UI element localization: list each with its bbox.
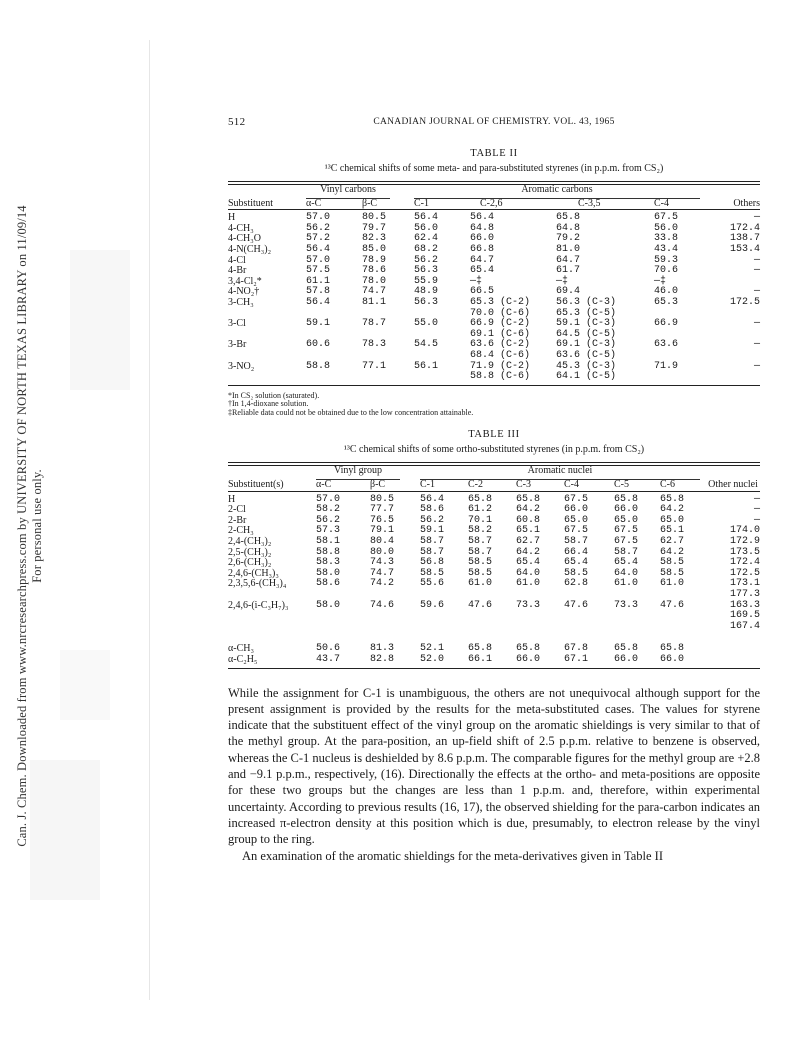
table-cell: 67.5 xyxy=(564,493,589,505)
table-cell: 55.0 xyxy=(414,318,439,330)
table-cell: 65.8 xyxy=(660,643,685,655)
table-cell: 67.5 xyxy=(654,212,679,224)
table-cell: 43.7 xyxy=(316,653,341,665)
table-cell: 76.5 xyxy=(370,514,395,526)
table2-group-header xyxy=(228,185,760,199)
table-cell: 78.3 xyxy=(362,339,387,351)
table-row xyxy=(228,492,760,506)
paragraph: While the assignment for C-1 is unambiguous, the others are not unequivocal although support for the present assignment is provided by the results for the meta-substituted cases. The values for styrene indicate that the substituent effect of the vinyl group on the aromatic shieldings is very similar to that of the methyl group. At the para-position, an up-field shift of 2.5 p.p.m. relative to benzene is observed, whereas the C-1 nucleus is deshielded by 8.6 p.p.m. The comparable figures for the methyl group are +2.8 and −9.1 p.p.m., respectively, (16). Directionally the effects at the ortho- and meta-positions are opposite for these two groups but the changes are less than 1 p.p.m. and, therefore, within experimental uncertainty. According to previous results (16, 17), the observed shielding for the para-carbon indicates an increased π-electron density at this position which is due, presumably, to electron release by the vinyl group to the ring. xyxy=(228,685,760,847)
table-cell: 80.5 xyxy=(362,212,387,224)
table-cell: 70.1 xyxy=(468,514,493,526)
table3-bottom-rule xyxy=(228,668,760,669)
table2-col-header: Others xyxy=(733,197,760,209)
table-cell: 58.2 xyxy=(468,525,493,537)
table-cell: 56.2 xyxy=(306,222,331,234)
table-cell: 56.0 xyxy=(654,222,679,234)
table-cell: 58.5 xyxy=(468,557,493,569)
table-cell: 66.9 xyxy=(654,318,679,330)
table-cell: 82.3 xyxy=(362,233,387,245)
table-cell: 73.3 xyxy=(516,599,541,611)
table-cell: 67.5 xyxy=(614,536,639,548)
table-cell: 65.1 xyxy=(516,525,541,537)
table-cell: 173.5 xyxy=(729,546,760,558)
table3-title: TABLE III xyxy=(468,429,520,441)
table-cell: 65.8 xyxy=(660,493,685,505)
table-cell: 2-CH₃ xyxy=(228,525,254,537)
scan-margin-line xyxy=(149,40,150,1000)
table-cell: — xyxy=(753,254,760,266)
table-cell: 71.9 xyxy=(654,360,679,372)
table-cell: 65.3 xyxy=(654,296,679,308)
table2-col-header: Substituent xyxy=(228,197,274,209)
table-cell: 65.4 xyxy=(516,557,541,569)
table-cell: 64.2 xyxy=(660,504,685,516)
table-cell: 58.7 xyxy=(564,536,589,548)
table-cell: 66.1 xyxy=(468,653,493,665)
table-cell: — xyxy=(753,318,760,330)
table-cell: 64.7 xyxy=(470,254,495,266)
table-cell: 56.3 xyxy=(414,265,439,277)
table-cell: 163.3 169.5 167.4 xyxy=(729,599,760,632)
table-cell: 57.2 xyxy=(306,233,331,245)
table-cell: 62.7 xyxy=(660,536,685,548)
table2 xyxy=(228,185,760,386)
table-cell: 43.4 xyxy=(654,243,679,255)
table-cell: 61.0 xyxy=(468,578,493,590)
table-cell: 65.3 (C-2) 70.0 (C-6) xyxy=(470,296,531,319)
table-row xyxy=(228,655,760,666)
table-cell: 63.6 xyxy=(654,339,679,351)
table3-col-header: C-2 xyxy=(468,479,483,491)
page-header xyxy=(228,116,760,130)
table-cell: 77.1 xyxy=(362,360,387,372)
table-cell: 65.8 xyxy=(614,493,639,505)
table-cell: 58.7 xyxy=(420,536,445,548)
table2-column-header xyxy=(228,199,760,210)
table-cell: 56.4 xyxy=(306,243,331,255)
table3-col-header: α-C xyxy=(316,479,332,491)
table-cell: 56.3 (C-3) 65.3 (C-5) xyxy=(556,296,617,319)
table-cell: 56.2 xyxy=(420,514,445,526)
table-cell: 67.5 xyxy=(614,525,639,537)
table-cell: 80.4 xyxy=(370,536,395,548)
table-cell: 58.7 xyxy=(468,536,493,548)
table-cell: H xyxy=(228,212,236,224)
table-cell: 81.0 xyxy=(556,243,581,255)
table-cell: 4-CH₃O xyxy=(228,233,261,245)
watermark-text xyxy=(15,205,45,846)
table-cell: 57.0 xyxy=(306,212,331,224)
table-cell: 65.0 xyxy=(564,514,589,526)
table3-group-aromatic: Aromatic nuclei xyxy=(420,466,700,480)
table-cell: 65.4 xyxy=(614,557,639,569)
table-row xyxy=(228,319,760,340)
table2-col-header: α-C xyxy=(306,197,322,209)
table-cell: — xyxy=(753,286,760,298)
table-cell: 58.8 xyxy=(316,546,341,558)
table-cell: 74.7 xyxy=(362,286,387,298)
table-cell: 81.3 xyxy=(370,643,395,655)
table-cell: 59.6 xyxy=(420,599,445,611)
table-cell: 56.4 xyxy=(306,296,331,308)
table-cell: 60.8 xyxy=(516,514,541,526)
table-cell: 64.0 xyxy=(614,567,639,579)
table-cell: 66.0 xyxy=(470,233,495,245)
table-cell: 66.4 xyxy=(564,546,589,558)
table-cell: —‡ xyxy=(654,275,667,287)
table-cell: 172.4 xyxy=(729,222,760,234)
table-cell: 4-NO₂† xyxy=(228,286,260,298)
table-cell: 47.6 xyxy=(660,599,685,611)
table-cell: 58.7 xyxy=(420,546,445,558)
table3-col-header: C-4 xyxy=(564,479,579,491)
table-cell: 2,4,6-(CH₃)₃ xyxy=(228,567,279,579)
table-cell: 172.5 xyxy=(729,296,760,308)
table-cell: 62.7 xyxy=(516,536,541,548)
table-cell: 64.8 xyxy=(556,222,581,234)
table-row xyxy=(228,601,760,633)
table-cell: 56.2 xyxy=(414,254,439,266)
table-cell: α-CH₃ xyxy=(228,643,254,655)
table-cell: 65.8 xyxy=(468,493,493,505)
footnote: *In CS₂ solution (saturated). xyxy=(228,390,320,400)
table-cell: 48.9 xyxy=(414,286,439,298)
table-cell: 78.6 xyxy=(362,265,387,277)
table-cell: 56.3 xyxy=(414,296,439,308)
table-cell: 80.0 xyxy=(370,546,395,558)
table-cell: α-C₂H₅ xyxy=(228,653,258,665)
table-cell: 2,4,6-(i-C₃H₇)₃ xyxy=(228,599,289,611)
table-cell: 58.5 xyxy=(564,567,589,579)
watermark-line-1: Can. J. Chem. Downloaded from www.nrcresearchpress.com by UNIVERSITY OF NORTH TEXAS LIBRARY on 11/09/14 xyxy=(15,205,29,847)
table-cell: 68.2 xyxy=(414,243,439,255)
table-cell: 3-Cl xyxy=(228,318,246,330)
scan-smudge xyxy=(60,650,110,720)
table-cell: 65.4 xyxy=(564,557,589,569)
table-cell: 46.0 xyxy=(654,286,679,298)
table-cell: 58.0 xyxy=(316,599,341,611)
table-row xyxy=(228,245,760,256)
table-cell: 57.0 xyxy=(306,254,331,266)
table-cell: 57.0 xyxy=(316,493,341,505)
table-cell: 58.5 xyxy=(468,567,493,579)
table-cell: 4-Cl xyxy=(228,254,246,266)
table-cell: 56.1 xyxy=(414,360,439,372)
table-cell xyxy=(706,632,760,655)
table-cell: 61.0 xyxy=(516,578,541,590)
table-cell: 66.0 xyxy=(614,653,639,665)
table-cell: 58.0 xyxy=(316,567,341,579)
table-cell: 61.7 xyxy=(556,265,581,277)
table-cell: — xyxy=(753,360,760,372)
table-cell: 58.2 xyxy=(316,504,341,516)
table-cell: 62.4 xyxy=(414,233,439,245)
table-cell: 56.4 xyxy=(470,212,495,224)
table3-col-header: β-C xyxy=(370,479,386,491)
table-cell: 138.7 xyxy=(729,233,760,245)
table3-column-header xyxy=(228,480,760,491)
table-cell: 61.1 xyxy=(306,275,331,287)
table-cell: 52.0 xyxy=(420,653,445,665)
table-cell: 58.7 xyxy=(614,546,639,558)
table-cell: 61.2 xyxy=(468,504,493,516)
table3-col-header: Other nuclei xyxy=(708,479,758,491)
table-cell: 65.8 xyxy=(614,643,639,655)
table-cell: 2,6-(CH₃)₂ xyxy=(228,557,272,569)
table-cell: 78.0 xyxy=(362,275,387,287)
table2-col-header: C-4 xyxy=(654,197,669,209)
table-cell: 67.8 xyxy=(564,643,589,655)
table2-col-header: C-1 xyxy=(414,197,429,209)
table-cell: — xyxy=(753,265,760,277)
table-cell: 74.2 xyxy=(370,578,395,590)
table-cell: 58.3 xyxy=(316,557,341,569)
table-cell: 85.0 xyxy=(362,243,387,255)
table-cell xyxy=(706,655,760,666)
table-cell: 65.4 xyxy=(470,265,495,277)
table2-bottom-rule xyxy=(228,385,760,386)
table-cell: 64.2 xyxy=(660,546,685,558)
table-cell: 82.8 xyxy=(370,653,395,665)
table-cell: 69.1 (C-3) 63.6 (C-5) xyxy=(556,339,617,361)
table2-group-aromatic: Aromatic carbons xyxy=(414,185,700,199)
table-cell: 60.6 xyxy=(306,339,331,351)
table-cell: 3-CH₃ xyxy=(228,296,254,308)
table-cell: — xyxy=(753,212,760,224)
watermark-line-2: For personal use only. xyxy=(30,469,44,583)
table-cell: 81.1 xyxy=(362,296,387,308)
table-cell: 58.5 xyxy=(660,557,685,569)
table-cell: —‡ xyxy=(470,275,483,287)
table-cell: —‡ xyxy=(556,275,569,287)
table-cell: 73.3 xyxy=(614,599,639,611)
table-cell: — xyxy=(753,504,760,516)
table-cell: 56.8 xyxy=(420,557,445,569)
table-cell: 70.6 xyxy=(654,265,679,277)
table-cell: 47.6 xyxy=(564,599,589,611)
table-cell: 77.7 xyxy=(370,504,395,516)
table-cell: 56.4 xyxy=(420,493,445,505)
table-cell: 45.3 (C-3) 64.1 (C-5) xyxy=(556,360,617,383)
table-cell: 58.8 xyxy=(306,360,331,372)
table2-title: TABLE II xyxy=(470,148,518,159)
table-cell: 69.4 xyxy=(556,286,581,298)
table2-col-header: β-C xyxy=(362,197,378,209)
table-cell: 65.1 xyxy=(660,525,685,537)
table-row xyxy=(228,340,760,361)
table-cell: 2-Cl xyxy=(228,504,246,516)
table-row xyxy=(228,362,760,383)
table-cell: 54.5 xyxy=(414,339,439,351)
scan-smudge xyxy=(70,250,130,390)
table-cell: 3-NO₂ xyxy=(228,360,255,372)
table-cell: 58.6 xyxy=(316,578,341,590)
table-cell: 59.1 xyxy=(420,525,445,537)
table3-col-header: C-3 xyxy=(516,479,531,491)
running-title: CANADIAN JOURNAL OF CHEMISTRY. VOL. 43, 1965 xyxy=(373,117,615,127)
table2-group-vinyl: Vinyl carbons xyxy=(306,185,390,199)
table-cell: 153.4 xyxy=(729,243,760,255)
table-cell: 63.6 (C-2) 68.4 (C-6) xyxy=(470,339,531,361)
table-cell: 74.3 xyxy=(370,557,395,569)
table2-caption: ¹³C chemical shifts of some meta- and para-substituted styrenes (in p.p.m. from CS₂) xyxy=(324,163,664,174)
table-cell: 58.1 xyxy=(316,536,341,548)
table-row xyxy=(228,632,760,655)
table-cell: 65.8 xyxy=(556,212,581,224)
table3-col-header: C-1 xyxy=(420,479,435,491)
table-cell: 61.0 xyxy=(660,578,685,590)
table-cell: 56.4 xyxy=(414,212,439,224)
table-cell: 66.5 xyxy=(470,286,495,298)
table3-group-vinyl: Vinyl group xyxy=(316,466,400,480)
table-cell: 74.7 xyxy=(370,567,395,579)
table-cell: 80.5 xyxy=(370,493,395,505)
paragraph: An examination of the aromatic shieldings for the meta-derivatives given in Table II xyxy=(242,848,663,863)
body-text xyxy=(228,685,760,864)
table-cell: 64.2 xyxy=(516,546,541,558)
table-cell: 64.2 xyxy=(516,504,541,516)
table-cell: 58.7 xyxy=(468,546,493,558)
table-cell: 3-Br xyxy=(228,339,247,351)
table-cell: 65.8 xyxy=(516,493,541,505)
table-cell: 71.9 (C-2) 58.8 (C-6) xyxy=(470,360,531,383)
table-cell: 58.6 xyxy=(420,504,445,516)
table2-col-header: C-2,6 xyxy=(480,197,503,209)
table-cell: 65.0 xyxy=(660,514,685,526)
table2-footnotes xyxy=(228,392,760,418)
table-cell: 47.6 xyxy=(468,599,493,611)
table-cell: 50.6 xyxy=(316,643,341,655)
table-cell xyxy=(706,277,760,288)
table-cell: 58.5 xyxy=(420,567,445,579)
footnote: ‡Reliable data could not be obtained due to the low concentration attainable. xyxy=(228,407,474,417)
table-cell: 66.0 xyxy=(564,504,589,516)
table-cell: 173.1 177.3 xyxy=(729,578,760,600)
table-cell: 78.7 xyxy=(362,318,387,330)
table-cell: 57.3 xyxy=(316,525,341,537)
download-watermark xyxy=(0,0,60,1052)
table-cell: 59.1 (C-3) 64.5 (C-5) xyxy=(556,318,617,340)
table-cell: 66.9 (C-2) 69.1 (C-6) xyxy=(470,318,531,340)
table-cell: 3,4-Cl₂* xyxy=(228,275,262,287)
table-row xyxy=(228,298,760,319)
table-cell: 66.0 xyxy=(660,653,685,665)
table-cell: 2,3,5,6-(CH₃)₄ xyxy=(228,578,287,590)
table-cell: 74.6 xyxy=(370,599,395,611)
table-cell: 2,5-(CH₃)₂ xyxy=(228,546,272,558)
table-cell: 33.8 xyxy=(654,233,679,245)
table-cell: 58.5 xyxy=(660,567,685,579)
table-cell: 172.9 xyxy=(729,536,760,548)
table-cell: 57.8 xyxy=(306,286,331,298)
table-cell: 64.7 xyxy=(556,254,581,266)
table-cell: 174.0 xyxy=(729,525,760,537)
table3 xyxy=(228,466,760,668)
table-cell: 55.6 xyxy=(420,578,445,590)
table-cell: 66.0 xyxy=(516,653,541,665)
table3-body xyxy=(228,492,760,666)
table-cell: — xyxy=(753,339,760,351)
table-cell: 2-Br xyxy=(228,514,247,526)
table-cell: 65.8 xyxy=(468,643,493,655)
table3-col-header: C-5 xyxy=(614,479,629,491)
table-cell: 65.0 xyxy=(614,514,639,526)
footnote: †In 1,4-dioxane solution. xyxy=(228,399,309,409)
table2-body xyxy=(228,210,760,383)
table-cell: 2,4-(CH₃)₂ xyxy=(228,536,272,548)
table-cell: 64.8 xyxy=(470,222,495,234)
table-cell: 56.0 xyxy=(414,222,439,234)
table2-col-header: C-3,5 xyxy=(578,197,601,209)
table-cell: 52.1 xyxy=(420,643,445,655)
table-cell: 4-Br xyxy=(228,265,247,277)
table-cell: 79.2 xyxy=(556,233,581,245)
table-cell: 64.0 xyxy=(516,567,541,579)
journal-page xyxy=(228,116,760,864)
table-cell: — xyxy=(753,493,760,505)
table-cell: 56.2 xyxy=(316,514,341,526)
table-cell: 67.5 xyxy=(564,525,589,537)
table-cell: 55.9 xyxy=(414,275,439,287)
table-row xyxy=(228,210,760,224)
table-cell: 79.1 xyxy=(370,525,395,537)
table-cell: 59.3 xyxy=(654,254,679,266)
table-cell: 66.0 xyxy=(614,504,639,516)
table-cell: 4-CH₃ xyxy=(228,222,254,234)
table-cell: 66.8 xyxy=(470,243,495,255)
table-cell: 61.0 xyxy=(614,578,639,590)
table-cell: 67.1 xyxy=(564,653,589,665)
table-cell: — xyxy=(753,514,760,526)
table-cell: 4-N(CH₃)₂ xyxy=(228,243,272,255)
table-cell: 172.4 xyxy=(729,557,760,569)
table-cell: 78.9 xyxy=(362,254,387,266)
page-number: 512 xyxy=(228,116,246,128)
table-cell: 59.1 xyxy=(306,318,331,330)
table-cell: 57.5 xyxy=(306,265,331,277)
table-cell: H xyxy=(228,493,236,505)
table-cell: 172.5 xyxy=(729,567,760,579)
table3-caption: ¹³C chemical shifts of some ortho-substituted styrenes (in p.p.m. from CS₂) xyxy=(343,444,645,456)
table-cell: 79.7 xyxy=(362,222,387,234)
table3-col-header: Substituent(s) xyxy=(228,479,284,491)
table-cell: 65.8 xyxy=(516,643,541,655)
table-row xyxy=(228,579,760,600)
table-cell: 62.8 xyxy=(564,578,589,590)
table3-col-header: C-6 xyxy=(660,479,675,491)
table3-group-header xyxy=(228,466,760,480)
